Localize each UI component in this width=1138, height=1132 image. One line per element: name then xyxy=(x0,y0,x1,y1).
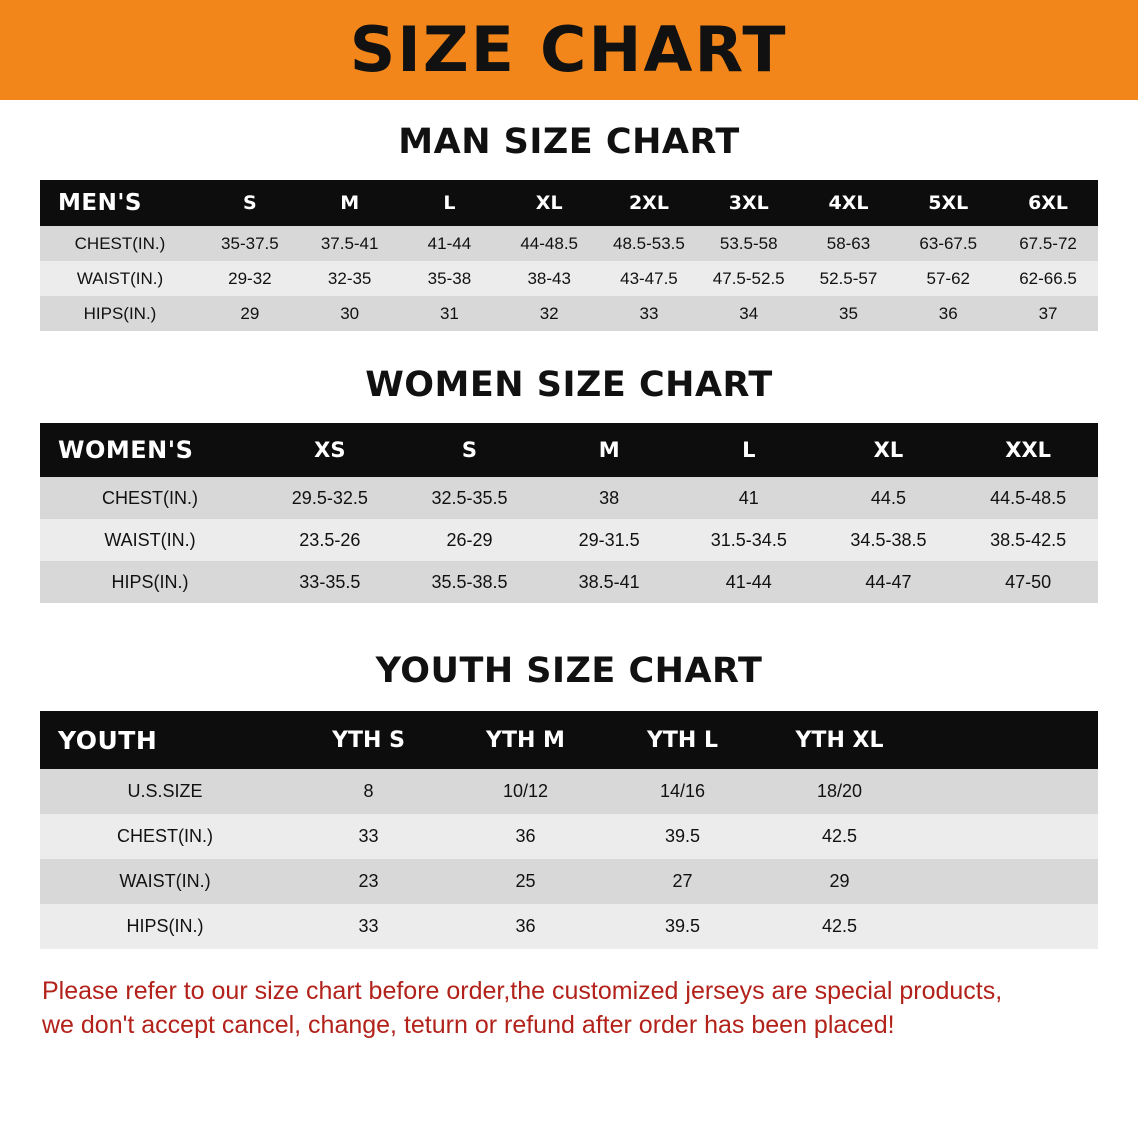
youth-cell-2-3: 29 xyxy=(829,871,850,891)
women-cell-1-3: 31.5-34.5 xyxy=(710,529,787,550)
table-row xyxy=(40,261,1098,296)
youth-cell-3-1: 36 xyxy=(515,916,536,936)
youth-cell-1-spacer xyxy=(918,814,1098,859)
women-cell-2-5: 47-50 xyxy=(1005,571,1052,592)
man-section-heading: MAN SIZE CHART xyxy=(398,122,740,162)
women-cell-2-1: 35.5-38.5 xyxy=(431,571,508,592)
women-size-col-5: XXL xyxy=(1005,438,1052,462)
man-cell-2-8: 37 xyxy=(1038,303,1058,323)
women-corner-label: WOMEN'S xyxy=(58,436,194,464)
women-section-heading: WOMEN SIZE CHART xyxy=(365,365,773,405)
youth-cell-2-spacer xyxy=(918,859,1098,904)
youth-cell-0-0: 8 xyxy=(363,781,374,801)
youth-cell-1-0: 33 xyxy=(358,826,379,846)
youth-corner-label: YOUTH xyxy=(58,725,158,755)
policy-note-line-2: we don't accept cancel, change, teturn or refund after order has been placed! xyxy=(42,1010,895,1039)
women-size-col-0: XS xyxy=(314,438,346,462)
women-cell-1-1: 26-29 xyxy=(446,529,493,550)
youth-size-col-2: YTH L xyxy=(646,727,719,753)
women-row-label-2: HIPS(IN.) xyxy=(111,571,189,592)
women-size-col-4: XL xyxy=(873,438,904,462)
page-title: SIZE CHART xyxy=(350,13,788,86)
table-row xyxy=(40,477,1098,519)
women-cell-2-0: 33-35.5 xyxy=(299,571,361,592)
man-cell-0-6: 58-63 xyxy=(826,233,871,253)
women-size-col-1: S xyxy=(461,438,478,462)
man-cell-0-4: 48.5-53.5 xyxy=(613,233,685,253)
man-row-label-2: HIPS(IN.) xyxy=(83,303,157,323)
man-cell-1-8: 62-66.5 xyxy=(1019,268,1077,288)
youth-row-label-3: HIPS(IN.) xyxy=(126,916,204,936)
man-size-col-1: M xyxy=(340,192,360,214)
women-cell-2-3: 41-44 xyxy=(725,571,772,592)
man-table-header xyxy=(40,180,1098,226)
man-cell-2-3: 32 xyxy=(539,303,559,323)
youth-cell-0-2: 14/16 xyxy=(659,781,706,801)
man-size-col-6: 4XL xyxy=(828,192,869,214)
youth-cell-0-spacer xyxy=(918,769,1098,814)
youth-cell-1-2: 39.5 xyxy=(664,826,701,846)
youth-size-col-0: YTH S xyxy=(332,727,405,753)
youth-cell-0-1: 10/12 xyxy=(502,781,549,801)
page-banner xyxy=(0,0,1138,100)
women-cell-0-3: 41 xyxy=(738,487,759,508)
man-cell-2-7: 36 xyxy=(938,303,958,323)
youth-section-heading: YOUTH SIZE CHART xyxy=(375,651,763,691)
man-cell-0-3: 44-48.5 xyxy=(520,233,579,253)
man-table-body xyxy=(40,226,1098,331)
man-cell-2-5: 34 xyxy=(739,303,759,323)
man-size-col-7: 5XL xyxy=(928,192,969,214)
man-cell-1-6: 52.5-57 xyxy=(819,268,878,288)
policy-note xyxy=(42,975,1096,1043)
man-size-col-0: S xyxy=(243,192,257,214)
women-size-table xyxy=(40,423,1098,603)
man-row-label-0: CHEST(IN.) xyxy=(74,233,166,253)
table-row xyxy=(40,226,1098,261)
man-cell-0-1: 37.5-41 xyxy=(320,233,379,253)
man-size-col-5: 3XL xyxy=(728,192,769,214)
table-row xyxy=(40,296,1098,331)
man-cell-2-1: 30 xyxy=(340,303,360,323)
man-cell-1-7: 57-62 xyxy=(926,268,970,288)
man-cell-2-4: 33 xyxy=(639,303,659,323)
table-row xyxy=(40,769,1098,814)
youth-cell-2-1: 25 xyxy=(515,871,536,891)
man-cell-2-6: 35 xyxy=(839,303,858,323)
man-cell-1-2: 35-38 xyxy=(427,268,472,288)
youth-size-col-1: YTH M xyxy=(486,727,565,753)
table-row xyxy=(40,904,1098,949)
women-cell-2-4: 44-47 xyxy=(865,571,912,592)
youth-row-label-0: U.S.SIZE xyxy=(127,781,203,801)
man-cell-0-5: 53.5-58 xyxy=(719,233,778,253)
man-size-col-3: XL xyxy=(535,192,563,214)
man-cell-0-8: 67.5-72 xyxy=(1019,233,1077,253)
youth-size-col-spacer xyxy=(918,711,1098,769)
table-header-row xyxy=(40,180,1098,226)
man-cell-0-7: 63-67.5 xyxy=(919,233,978,253)
youth-cell-2-0: 23 xyxy=(358,871,379,891)
youth-cell-3-3: 42.5 xyxy=(821,916,858,936)
women-row-label-0: CHEST(IN.) xyxy=(102,487,198,508)
man-cell-1-3: 38-43 xyxy=(527,268,571,288)
man-size-col-2: L xyxy=(443,192,456,214)
women-cell-1-2: 29-31.5 xyxy=(578,529,640,550)
women-cell-0-1: 32.5-35.5 xyxy=(431,487,508,508)
man-cell-2-2: 31 xyxy=(439,303,459,323)
women-size-col-3: L xyxy=(742,438,756,462)
policy-note-line-1: Please refer to our size chart before order,the customized jerseys are special products, xyxy=(42,977,1003,1005)
youth-size-table xyxy=(40,711,1098,949)
youth-row-label-1: CHEST(IN.) xyxy=(117,826,213,846)
man-size-table xyxy=(40,180,1098,331)
youth-table-wrapper xyxy=(0,711,1138,949)
women-row-label-1: WAIST(IN.) xyxy=(104,529,196,550)
table-row xyxy=(40,859,1098,904)
youth-cell-3-0: 33 xyxy=(358,916,379,936)
table-header-row xyxy=(40,423,1098,477)
man-cell-0-2: 41-44 xyxy=(427,233,472,253)
man-size-col-8: 6XL xyxy=(1028,192,1069,214)
women-cell-0-2: 38 xyxy=(599,487,620,508)
women-table-wrapper xyxy=(0,423,1138,603)
man-corner-label: MEN'S xyxy=(58,190,142,216)
youth-size-col-3: YTH XL xyxy=(795,727,884,753)
women-cell-1-4: 34.5-38.5 xyxy=(850,529,927,550)
women-cell-0-5: 44.5-48.5 xyxy=(990,487,1067,508)
man-cell-1-0: 29-32 xyxy=(228,268,272,288)
youth-cell-3-spacer xyxy=(918,904,1098,949)
women-table-body xyxy=(40,477,1098,603)
man-row-label-1: WAIST(IN.) xyxy=(76,268,164,288)
women-cell-1-0: 23.5-26 xyxy=(299,529,361,550)
youth-cell-2-2: 27 xyxy=(672,871,693,891)
women-table-header xyxy=(40,423,1098,477)
table-row xyxy=(40,814,1098,859)
table-row xyxy=(40,519,1098,561)
women-cell-0-4: 44.5 xyxy=(870,487,906,508)
man-size-col-4: 2XL xyxy=(628,192,669,214)
man-cell-1-5: 47.5-52.5 xyxy=(712,268,785,288)
youth-table-body xyxy=(40,769,1098,949)
women-cell-2-2: 38.5-41 xyxy=(578,571,640,592)
youth-table-header xyxy=(40,711,1098,769)
women-cell-1-5: 38.5-42.5 xyxy=(990,529,1067,550)
youth-row-label-2: WAIST(IN.) xyxy=(119,871,211,891)
women-cell-0-0: 29.5-32.5 xyxy=(291,487,368,508)
man-cell-0-0: 35-37.5 xyxy=(221,233,279,253)
table-row xyxy=(40,561,1098,603)
youth-cell-3-2: 39.5 xyxy=(664,916,701,936)
man-cell-1-4: 43-47.5 xyxy=(620,268,678,288)
youth-cell-1-1: 36 xyxy=(515,826,536,846)
table-header-row xyxy=(40,711,1098,769)
man-cell-1-1: 32-35 xyxy=(327,268,372,288)
youth-cell-0-3: 18/20 xyxy=(816,781,863,801)
youth-cell-1-3: 42.5 xyxy=(821,826,858,846)
women-size-col-2: M xyxy=(598,438,620,462)
man-cell-2-0: 29 xyxy=(240,303,260,323)
man-table-wrapper xyxy=(0,180,1138,331)
